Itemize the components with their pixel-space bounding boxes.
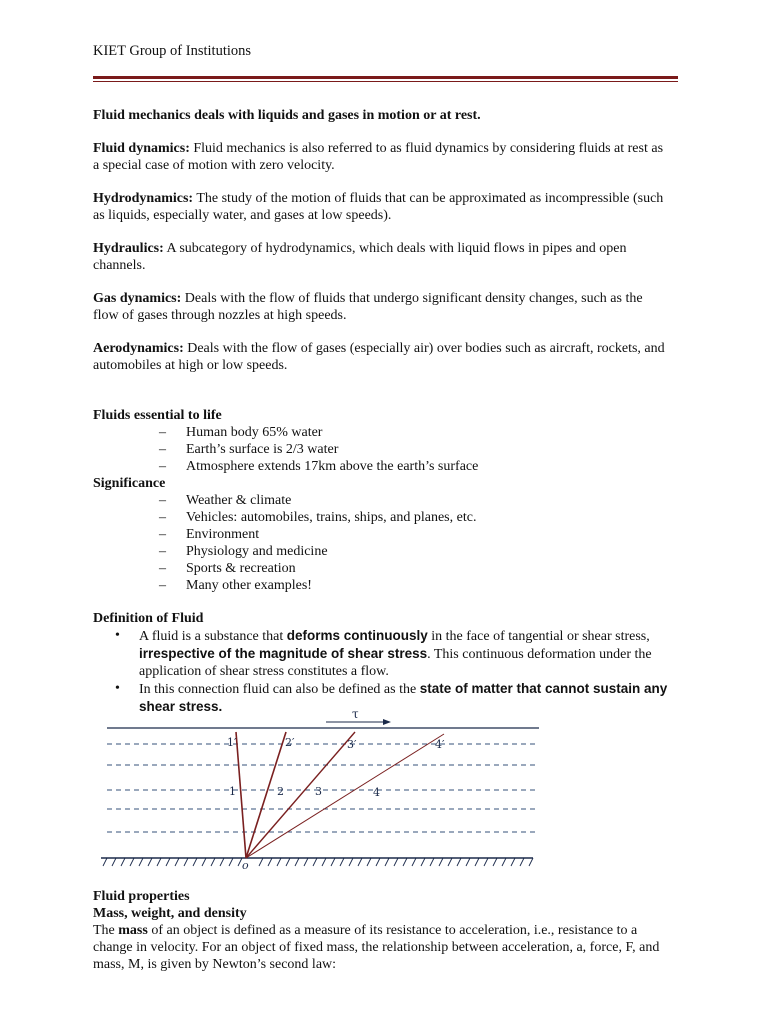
list-item: – Atmosphere extends 17km above the earth’s surface bbox=[159, 458, 671, 475]
list-item: • In this connection fluid can also be defined as the state of matter that cannot sustain any shear stress. bbox=[115, 680, 671, 716]
list-item: – Many other examples! bbox=[159, 577, 671, 594]
significance-heading: Significance bbox=[93, 476, 166, 491]
list-item: – Vehicles: automobiles, trains, ships, and planes, etc. bbox=[159, 509, 671, 526]
term-text: Fluid mechanics is also referred to as fluid dynamics by considering fluids at rest as a special case of motion with zero velocity. bbox=[93, 141, 664, 173]
mid-label-3: 3 bbox=[315, 785, 322, 798]
top-label-1: 1′ bbox=[227, 736, 237, 749]
top-label-2: 2′ bbox=[285, 736, 295, 749]
term-text: A subcategory of hydrodynamics, which deals with liquid flows in pipes and open channels. bbox=[93, 241, 627, 273]
list-item: – Physiology and medicine bbox=[159, 543, 671, 560]
deformation-line-3 bbox=[246, 732, 355, 858]
mass-paragraph: The mass of an object is defined as a measure of its resistance to acceleration, i.e., resistance to a change in velocity. For an object of fixed mass, the relationship between acceleration, a, force, F, and mass, M, is given by Newton’s second law: bbox=[93, 923, 660, 972]
definition-hydraulics bbox=[93, 240, 671, 274]
shear-deformation-diagram bbox=[93, 708, 553, 878]
list-item: – Environment bbox=[159, 526, 671, 543]
definition-hydrodynamics bbox=[93, 190, 671, 224]
list-item: • A fluid is a substance that deforms continuously in the face of tangential or shear stress, irrespective of the magnitude of shear stress. This continuous deformation under the application of shear stress constitutes a flow. bbox=[115, 627, 671, 680]
header-rule-thin bbox=[93, 81, 678, 82]
properties-heading: Fluid properties bbox=[93, 889, 190, 904]
top-label-4: 4′ bbox=[435, 738, 445, 751]
definition-gas-dynamics bbox=[93, 290, 671, 324]
properties-subheading: Mass, weight, and density bbox=[93, 906, 247, 921]
deformation-line-1 bbox=[236, 732, 246, 858]
term: Gas dynamics: bbox=[93, 291, 182, 306]
term-text: Deals with the flow of fluids that undergo significant density changes, such as the flow of gases through nozzles at high speeds. bbox=[93, 291, 643, 323]
definition-aerodynamics bbox=[93, 340, 671, 374]
list-item: – Weather & climate bbox=[159, 492, 671, 509]
essential-heading: Fluids essential to life bbox=[93, 408, 222, 423]
definition-of-fluid-heading: Definition of Fluid bbox=[93, 611, 204, 626]
term-text: The study of the motion of fluids that can be approximated as incompressible (such as liquids, especially water, and gases at low speeds). bbox=[93, 191, 664, 223]
main-content bbox=[93, 107, 671, 716]
mid-label-2: 2 bbox=[277, 785, 284, 798]
definition-of-fluid-list bbox=[93, 627, 671, 716]
term: Hydrodynamics: bbox=[93, 191, 194, 206]
header-title: KIET Group of Institutions bbox=[93, 43, 252, 59]
term: Hydraulics: bbox=[93, 241, 164, 256]
fluid-properties-section bbox=[93, 888, 671, 973]
definition-fluid-dynamics bbox=[93, 140, 671, 174]
origin-label: o bbox=[242, 859, 249, 872]
term-text: Deals with the flow of gases (especially air) over bodies such as aircraft, rockets, and automobiles at high or low speeds. bbox=[93, 341, 665, 373]
list-item: – Human body 65% water bbox=[159, 424, 671, 441]
list-item: – Sports & recreation bbox=[159, 560, 671, 577]
tau-label: τ bbox=[352, 708, 359, 721]
significance-list bbox=[93, 492, 671, 594]
intro-paragraph: Fluid mechanics deals with liquids and gases in motion or at rest. bbox=[93, 108, 481, 123]
bottom-plate-hatching bbox=[103, 858, 533, 866]
mid-label-1: 1 bbox=[229, 785, 236, 798]
mid-label-4: 4 bbox=[373, 786, 380, 799]
list-item: – Earth’s surface is 2/3 water bbox=[159, 441, 671, 458]
header-rule-thick bbox=[93, 76, 678, 79]
top-label-3: 3′ bbox=[347, 738, 357, 751]
force-arrow-head bbox=[383, 719, 391, 725]
term: Fluid dynamics: bbox=[93, 141, 190, 156]
essential-list bbox=[93, 424, 671, 475]
term: Aerodynamics: bbox=[93, 341, 184, 356]
deformation-line-4 bbox=[246, 734, 444, 858]
